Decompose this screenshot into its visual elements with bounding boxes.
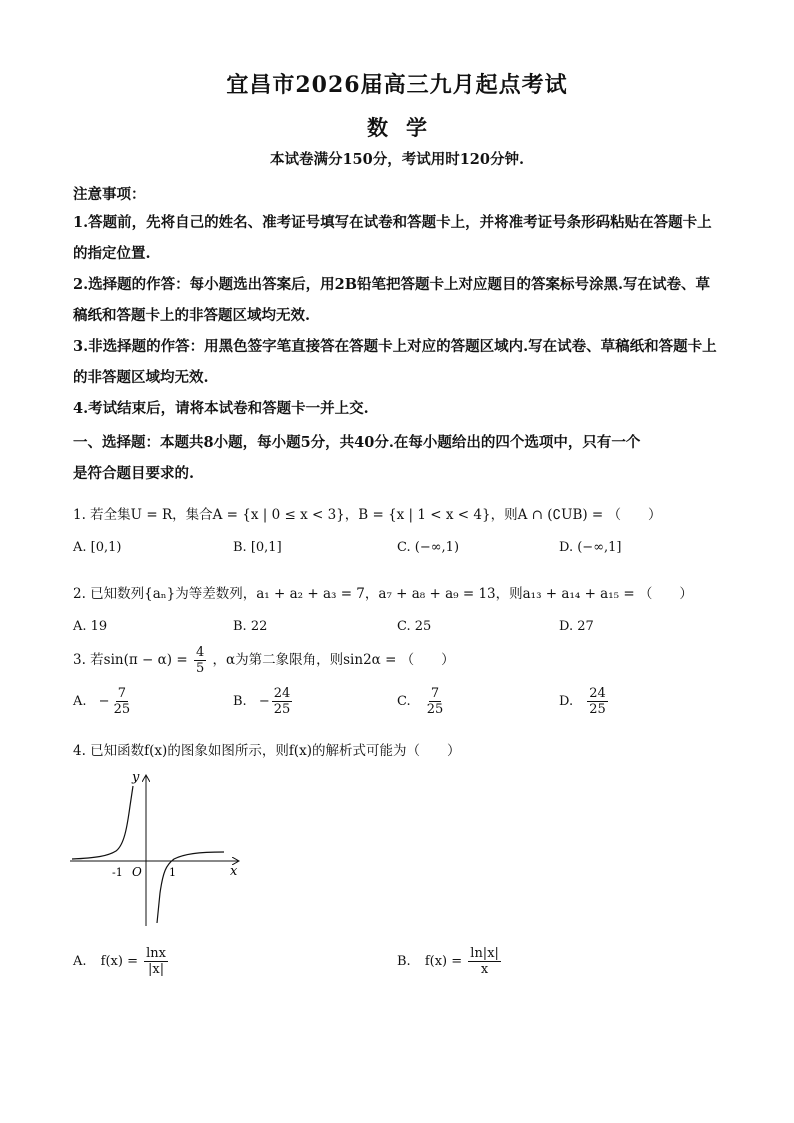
q3-prefix: 3. 若sin(π − α) = (73, 652, 188, 668)
section-heading-line2: 是符合题目要求的. (73, 465, 195, 482)
q3-option-a (73, 686, 134, 717)
q4-option-b-num: ln|x| (470, 946, 499, 961)
question-3 (73, 645, 455, 676)
q4-option-b-lhs: f(x) = (424, 954, 463, 969)
q3-frac-den: 5 (195, 661, 205, 676)
q4-option-a (73, 946, 170, 977)
q3-option-c-den: 25 (426, 702, 444, 717)
q4-option-b-den: x (480, 962, 489, 977)
q3-option-c (397, 686, 447, 717)
q3-option-d-den: 25 (589, 702, 606, 717)
question-1: 1. 若全集U = R，集合A = {x | 0 ≤ x < 3}，B = {x | 1 < x < 4}，则A ∩ (∁UB) = （ ） (73, 507, 662, 523)
q1-option-c: C. (−∞,1) (397, 540, 460, 555)
origin-label: O (132, 865, 142, 879)
q3-option-a-den: 25 (113, 702, 131, 717)
q3-option-d-num: 24 (589, 686, 606, 701)
exam-info: 本试卷满分150分，考试用时120分钟. (269, 151, 525, 168)
q3-option-b-den: 25 (273, 702, 291, 717)
q2-option-d: D. 27 (559, 619, 594, 634)
question-4: 4. 已知函数f(x)的图象如图所示，则f(x)的解析式可能为（ ） (73, 743, 461, 759)
q3-option-b (233, 686, 294, 717)
q3-option-b-label: B. (233, 694, 247, 709)
q3-option-d (559, 686, 610, 717)
tick-label-neg-one: -1 (112, 866, 123, 879)
section-heading-line1: 一、选择题：本题共8小题，每小题5分，共40分.在每小题给出的四个选项中，只有一个 (73, 434, 641, 451)
q2-option-b: B. 22 (233, 619, 268, 634)
q3-option-b-num: 24 (273, 686, 291, 701)
subject-title: 数学 (367, 115, 445, 140)
q3-fraction (194, 645, 206, 676)
q3-option-c-frac (425, 686, 446, 717)
q1-option-a: A. [0,1) (73, 540, 122, 555)
q4-option-b-frac (468, 946, 501, 977)
q2-option-c: C. 25 (397, 619, 432, 634)
q3-option-c-label: C. (397, 694, 411, 709)
notice-heading: 注意事项： (73, 186, 146, 203)
q3-option-d-frac (587, 686, 608, 717)
q4-option-a-label: A. (73, 954, 87, 969)
q3-option-a-num: 7 (117, 686, 126, 701)
q4-option-b (397, 946, 503, 977)
function-graph (66, 768, 246, 930)
q3-option-a-label: A. (73, 694, 87, 709)
q2-option-a: A. 19 (73, 619, 108, 634)
q1-option-b: B. [0,1] (233, 540, 282, 555)
notice-item-2: 2.选择题的作答：每小题选出答案后，用2B铅笔把答题卡上对应题目的答案标号涂黑.写在试卷、草稿纸和答题卡上的非答题区域均无效. (73, 276, 711, 324)
x-axis-label: x (230, 864, 238, 879)
q4-option-a-lhs: f(x) = (100, 954, 138, 969)
q4-option-a-frac (144, 946, 168, 977)
q3-option-a-sign: − (98, 694, 110, 709)
q3-option-c-num: 7 (430, 686, 440, 701)
curve-right-branch (157, 852, 224, 923)
y-axis-label: y (132, 770, 140, 785)
q3-option-a-frac (112, 686, 133, 717)
q3-option-b-frac (272, 686, 293, 717)
q3-option-d-label: D. (559, 694, 574, 709)
notice-item-4: 4.考试结束后，请将本试卷和答题卡一并上交. (73, 400, 369, 417)
q1-option-d: D. (−∞,1] (559, 540, 622, 555)
q4-option-b-label: B. (397, 954, 411, 969)
notice-item-3: 3.非选择题的作答：用黑色签字笔直接答在答题卡上对应的答题区域内.写在试卷、草稿纸和答题卡上的非答题区域均无效. (73, 338, 717, 386)
q3-suffix: ，α为第二象限角，则sin2α = （ ） (212, 652, 455, 668)
exam-title: 宜昌市2026届高三九月起点考试 (226, 72, 568, 98)
notice-item-1: 1.答题前，先将自己的姓名、准考证号填写在试卷和答题卡上，并将准考证号条形码粘贴在答题卡上的指定位置. (73, 214, 712, 262)
question-2: 2. 已知数列{aₙ}为等差数列，a₁ + a₂ + a₃ = 7，a₇ + a₈ + a₉ = 13，则a₁₃ + a₁₄ + a₁₅ = （ ） (73, 586, 693, 602)
tick-label-one: 1 (169, 866, 176, 879)
q4-option-a-den: |x| (148, 962, 165, 977)
q3-frac-num: 4 (195, 645, 205, 660)
q4-option-a-num: lnx (146, 946, 166, 961)
curve-left-branch (72, 786, 133, 859)
q3-option-b-sign: − (258, 694, 270, 709)
